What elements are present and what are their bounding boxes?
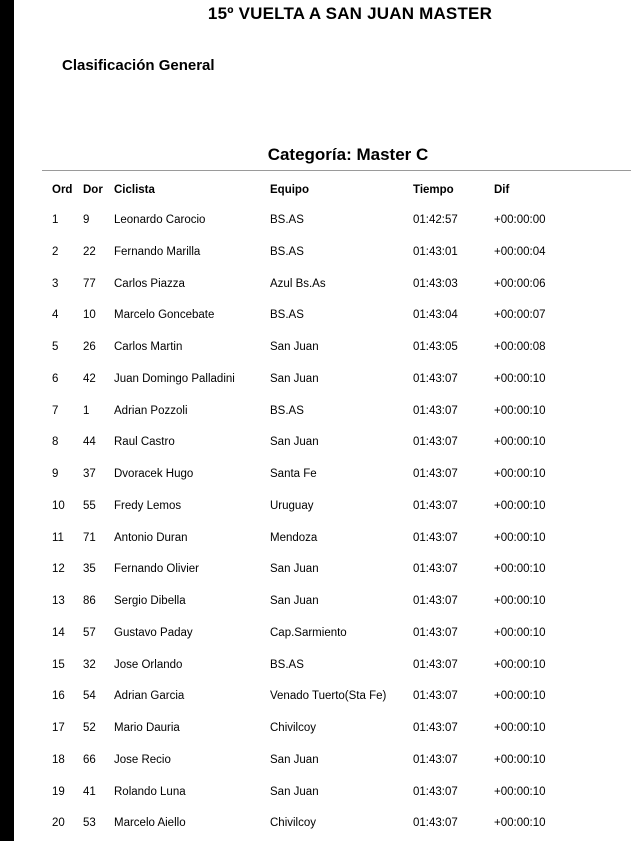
cell-ciclista: Jose Recio [114, 753, 171, 766]
document-title: 15º VUELTA A SAN JUAN MASTER [207, 4, 493, 23]
cell-tiempo: 01:43:07 [413, 468, 458, 480]
cell-dif: +00:00:10 [494, 722, 546, 734]
cell-dor: 26 [83, 341, 96, 353]
table-row [0, 373, 631, 405]
cell-tiempo: 01:43:07 [413, 658, 458, 671]
cell-dif: +00:00:10 [494, 499, 546, 512]
cell-ord: 13 [52, 595, 65, 607]
document-subtitle: Clasificación General [62, 57, 215, 74]
cell-equipo: BS.AS [270, 214, 304, 226]
cell-ciclista: Adrian Pozzoli [114, 404, 188, 417]
cell-tiempo: 01:42:57 [413, 214, 458, 226]
header-tiempo: Tiempo [413, 184, 454, 196]
cell-dor: 10 [83, 309, 96, 322]
cell-tiempo: 01:43:05 [413, 341, 458, 353]
cell-tiempo: 01:43:07 [413, 626, 458, 639]
header-dif: Dif [494, 184, 510, 196]
cell-dif: +00:00:10 [494, 563, 546, 576]
cell-dif: +00:00:04 [494, 245, 546, 258]
cell-ciclista: Carlos Martin [114, 341, 183, 353]
cell-dif: +00:00:10 [494, 753, 546, 766]
cell-ord: 12 [52, 563, 65, 576]
table-row [0, 500, 631, 532]
cell-equipo: Chivilcoy [270, 817, 317, 830]
cell-dor: 9 [83, 214, 90, 226]
cell-dif: +00:00:10 [494, 658, 546, 671]
cell-tiempo: 01:43:01 [413, 245, 458, 258]
cell-ord: 18 [52, 753, 65, 766]
cell-dif: +00:00:10 [494, 468, 546, 480]
cell-dor: 55 [83, 499, 96, 512]
cell-equipo: Chivilcoy [270, 722, 317, 734]
cell-tiempo: 01:43:07 [413, 563, 458, 576]
cell-ciclista: Mario Dauria [114, 722, 180, 734]
cell-ord: 2 [52, 245, 59, 258]
cell-dor: 32 [83, 658, 96, 671]
cell-dor: 1 [83, 404, 90, 417]
cell-dif: +00:00:07 [494, 309, 546, 322]
cell-ord: 17 [52, 722, 65, 734]
cell-dor: 66 [83, 753, 96, 766]
table-row [0, 246, 631, 278]
cell-tiempo: 01:43:07 [413, 404, 458, 417]
table-row [0, 341, 631, 373]
table-row [0, 817, 631, 849]
table-row [0, 563, 631, 595]
cell-equipo: BS.AS [270, 245, 304, 258]
cell-ord: 6 [52, 372, 59, 385]
table-row [0, 754, 631, 786]
cell-ciclista: Gustavo Paday [114, 626, 193, 639]
cell-equipo: Cap.Sarmiento [270, 626, 347, 639]
table-row [0, 659, 631, 691]
header-equipo: Equipo [270, 184, 309, 196]
cell-tiempo: 01:43:07 [413, 753, 458, 766]
table-row [0, 786, 631, 818]
cell-tiempo: 01:43:03 [413, 277, 458, 290]
cell-ciclista: Antonio Duran [114, 531, 188, 544]
cell-dor: 44 [83, 436, 96, 449]
cell-dor: 37 [83, 468, 96, 480]
cell-ciclista: Rolando Luna [114, 785, 186, 798]
cell-tiempo: 01:43:07 [413, 531, 458, 544]
cell-dif: +00:00:10 [494, 690, 546, 703]
table-row [0, 468, 631, 500]
cell-ciclista: Marcelo Goncebate [114, 309, 215, 322]
cell-dor: 22 [83, 245, 96, 258]
cell-ciclista: Fernando Olivier [114, 563, 200, 576]
cell-ciclista: Jose Orlando [114, 658, 183, 671]
table-row [0, 532, 631, 564]
cell-ciclista: Dvoracek Hugo [114, 468, 194, 480]
cell-ciclista: Leonardo Carocio [114, 214, 206, 226]
cell-equipo: San Juan [270, 563, 319, 576]
table-row [0, 627, 631, 659]
cell-equipo: Santa Fe [270, 468, 317, 480]
table-row [0, 436, 631, 468]
cell-equipo: Venado Tuerto(Sta Fe) [270, 690, 387, 703]
cell-ord: 10 [52, 499, 65, 512]
cell-ord: 3 [52, 277, 59, 290]
cell-ciclista: Carlos Piazza [114, 277, 185, 290]
cell-dor: 54 [83, 690, 96, 703]
table-header [0, 184, 631, 200]
cell-equipo: BS.AS [270, 309, 304, 322]
cell-dif: +00:00:10 [494, 785, 546, 798]
cell-ord: 15 [52, 658, 65, 671]
table-row [0, 722, 631, 754]
cell-dor: 57 [83, 626, 96, 639]
header-ord: Ord [52, 184, 73, 196]
cell-dor: 71 [83, 531, 96, 544]
cell-dor: 52 [83, 722, 96, 734]
cell-tiempo: 01:43:07 [413, 595, 458, 607]
cell-ord: 9 [52, 468, 59, 480]
cell-dor: 42 [83, 372, 96, 385]
cell-equipo: San Juan [270, 372, 319, 385]
table-row [0, 405, 631, 437]
cell-dor: 53 [83, 817, 96, 830]
cell-equipo: San Juan [270, 436, 319, 449]
cell-tiempo: 01:43:07 [413, 372, 458, 385]
cell-tiempo: 01:43:07 [413, 722, 458, 734]
cell-ord: 14 [52, 626, 65, 639]
cell-tiempo: 01:43:07 [413, 785, 458, 798]
cell-dif: +00:00:10 [494, 404, 546, 417]
cell-dif: +00:00:08 [494, 341, 546, 353]
category-heading: Categoría: Master C [267, 145, 429, 164]
header-dor: Dor [83, 184, 103, 196]
cell-dif: +00:00:06 [494, 277, 546, 290]
cell-ciclista: Sergio Dibella [114, 595, 186, 607]
cell-ciclista: Juan Domingo Palladini [114, 372, 235, 385]
cell-tiempo: 01:43:07 [413, 499, 458, 512]
cell-equipo: BS.AS [270, 658, 304, 671]
cell-equipo: Uruguay [270, 499, 314, 512]
cell-ord: 4 [52, 309, 59, 322]
cell-ord: 20 [52, 817, 65, 830]
cell-equipo: San Juan [270, 785, 319, 798]
table-row [0, 214, 631, 246]
cell-ciclista: Fernando Marilla [114, 245, 201, 258]
cell-ord: 16 [52, 690, 65, 703]
cell-ciclista: Raul Castro [114, 436, 175, 449]
table-row [0, 278, 631, 310]
cell-tiempo: 01:43:07 [413, 690, 458, 703]
cell-ord: 7 [52, 404, 59, 417]
cell-dif: +00:00:10 [494, 372, 546, 385]
results-table [0, 214, 631, 849]
cell-ciclista: Marcelo Aiello [114, 817, 186, 830]
header-divider [42, 170, 631, 171]
cell-dor: 35 [83, 563, 96, 576]
cell-tiempo: 01:43:07 [413, 817, 458, 830]
cell-tiempo: 01:43:07 [413, 436, 458, 449]
cell-dif: +00:00:00 [494, 214, 546, 226]
cell-tiempo: 01:43:04 [413, 309, 458, 322]
cell-dor: 41 [83, 785, 96, 798]
cell-dif: +00:00:10 [494, 436, 546, 449]
header-ciclista: Ciclista [114, 184, 155, 196]
cell-ord: 5 [52, 341, 59, 353]
cell-ord: 11 [52, 531, 64, 544]
cell-ciclista: Adrian Garcia [114, 690, 185, 703]
cell-equipo: San Juan [270, 595, 319, 607]
cell-equipo: BS.AS [270, 404, 304, 417]
cell-ord: 19 [52, 785, 65, 798]
cell-equipo: San Juan [270, 753, 319, 766]
cell-equipo: San Juan [270, 341, 319, 353]
cell-ciclista: Fredy Lemos [114, 499, 182, 512]
cell-dif: +00:00:10 [494, 531, 546, 544]
cell-equipo: Mendoza [270, 531, 318, 544]
cell-dif: +00:00:10 [494, 817, 546, 830]
cell-ord: 8 [52, 436, 59, 449]
cell-dor: 77 [83, 277, 96, 290]
table-row [0, 595, 631, 627]
table-row [0, 690, 631, 722]
cell-dor: 86 [83, 595, 96, 607]
table-row [0, 309, 631, 341]
cell-ord: 1 [52, 214, 59, 226]
cell-dif: +00:00:10 [494, 595, 546, 607]
cell-dif: +00:00:10 [494, 626, 546, 639]
cell-equipo: Azul Bs.As [270, 277, 326, 290]
